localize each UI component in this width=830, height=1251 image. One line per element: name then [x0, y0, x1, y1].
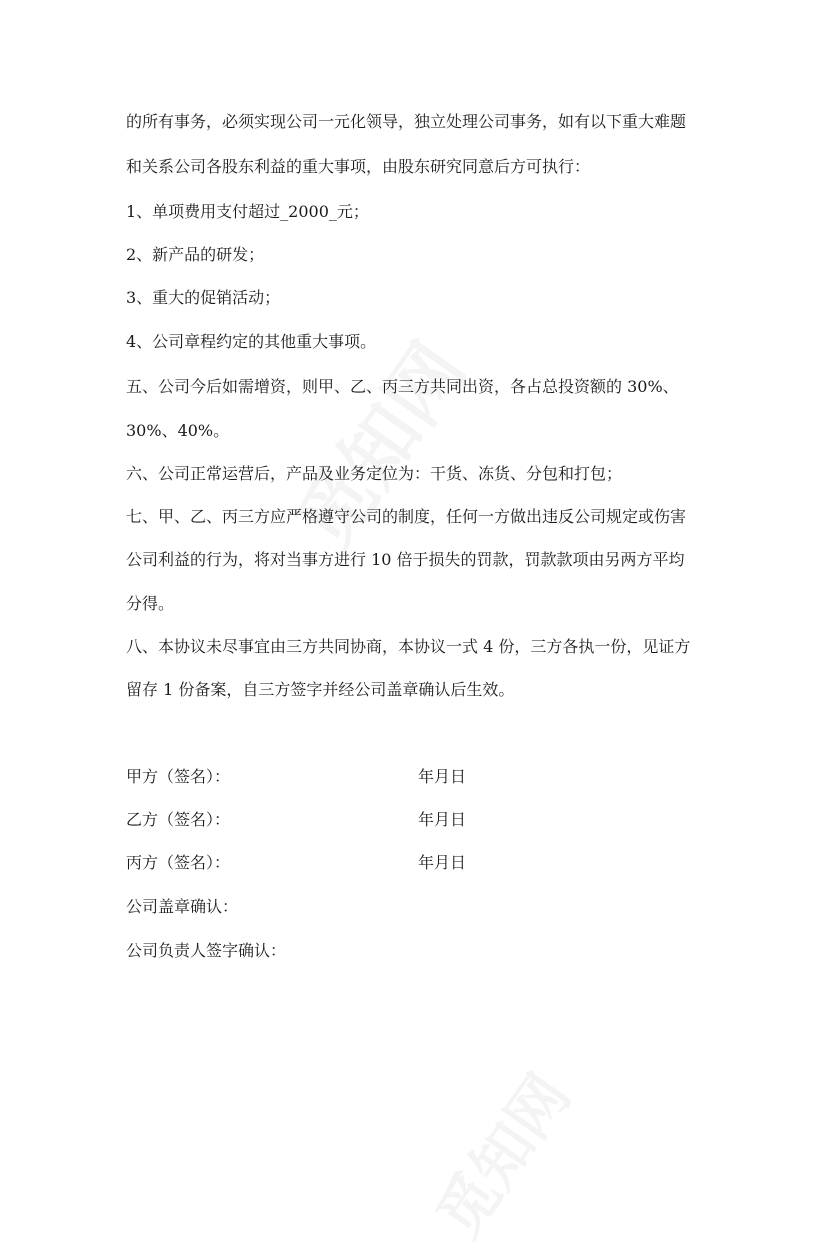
paragraph-line: 的所有事务，必须实现公司一元化领导，独立处理公司事务，如有以下重大难题: [126, 112, 687, 131]
paragraph-line: 公司利益的行为，将对当事方进行 10 倍于损失的罚款，罚款款项由另两方平均: [126, 550, 685, 569]
paragraph-line: 30%、40%。: [126, 421, 230, 440]
paragraph-line: 七、甲、乙、丙三方应严格遵守公司的制度，任何一方做出违反公司规定或伤害: [126, 507, 687, 526]
paragraph-line: 五、公司今后如需增资，则甲、乙、丙三方共同出资，各占总投资额的 30%、: [126, 377, 679, 396]
paragraph-line: 六、公司正常运营后，产品及业务定位为：干货、冻货、分包和打包；: [126, 464, 623, 483]
list-item: 4、公司章程约定的其他重大事项。: [126, 332, 377, 351]
list-item: 2、新产品的研发；: [126, 245, 265, 264]
paragraph-line: 八、本协议未尽事宜由三方共同协商，本协议一式 4 份，三方各执一份，见证方: [126, 637, 691, 656]
party-b-signature-label: 乙方（签名）：: [126, 810, 231, 829]
company-seal-label: 公司盖章确认：: [126, 897, 239, 916]
party-a-date: 年月日: [418, 767, 467, 786]
party-c-signature-label: 丙方（签名）：: [126, 853, 231, 872]
party-a-signature-label: 甲方（签名）：: [126, 767, 231, 786]
paragraph-line: 和关系公司各股东利益的重大事项，由股东研究同意后方可执行：: [126, 157, 591, 176]
paragraph-line: 留存 1 份备案，自三方签字并经公司盖章确认后生效。: [126, 680, 515, 699]
paragraph-line: 分得。: [126, 594, 175, 613]
watermark-bottom: [413, 1055, 587, 1251]
party-c-date: 年月日: [418, 853, 467, 872]
party-b-date: 年月日: [418, 810, 467, 829]
list-item: 3、重大的促销活动；: [126, 288, 281, 307]
list-item: 1、单项费用支付超过_2000_元；: [126, 202, 369, 221]
company-head-label: 公司负责人签字确认：: [126, 941, 287, 960]
watermark: [266, 318, 486, 567]
